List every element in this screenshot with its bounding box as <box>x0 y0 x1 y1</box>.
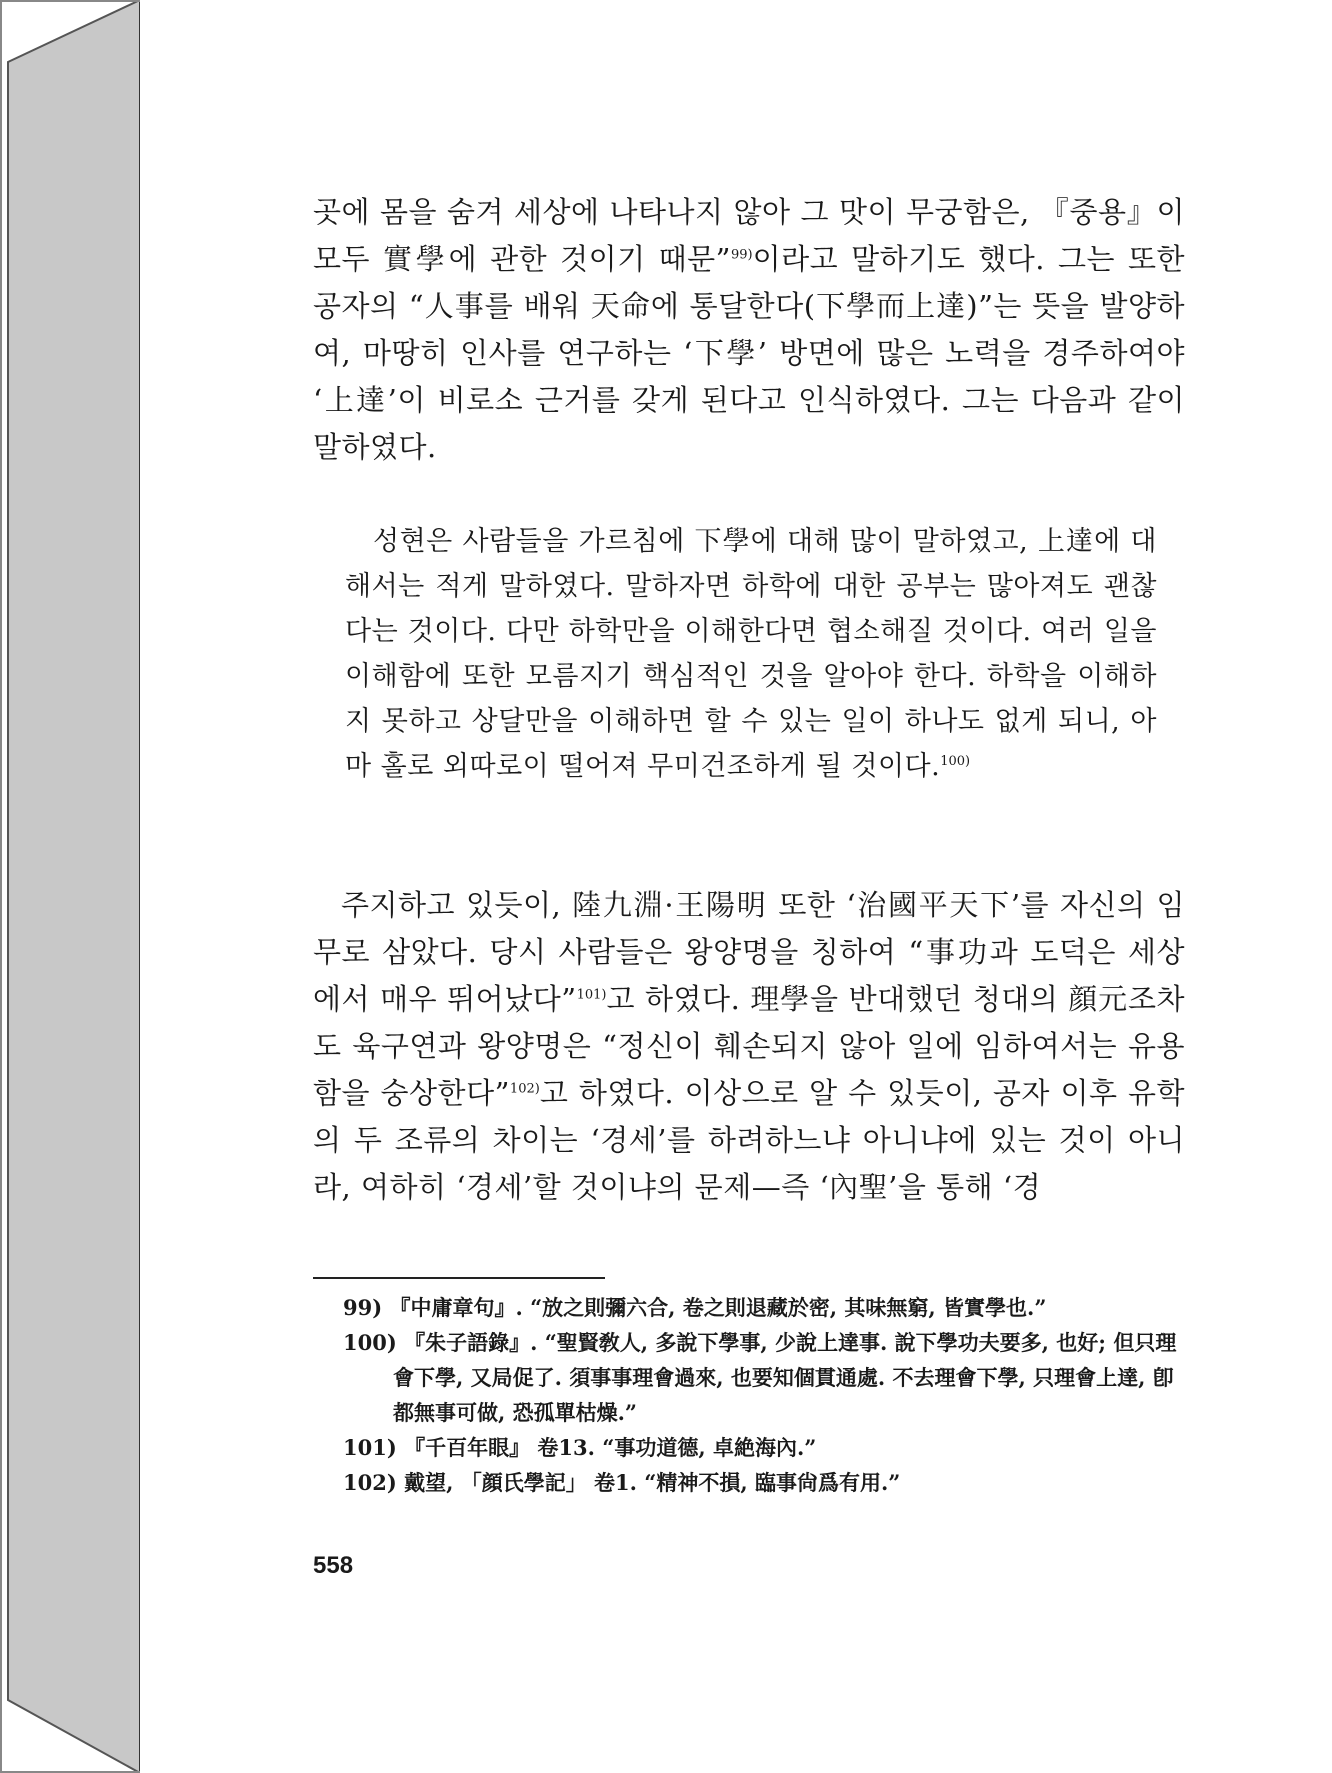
block-quote <box>345 519 1157 789</box>
page-number: 558 <box>313 1552 354 1579</box>
body-paragraph-1 <box>313 189 1185 471</box>
footnotes <box>343 1290 1188 1500</box>
body-paragraph-2 <box>313 882 1185 1211</box>
footnote-ref-102[interactable]: 102) <box>509 1081 540 1097</box>
paragraph-text: 곳에 몸을 숨겨 세상에 나타나지 않아 그 맛이 무궁함은, 『중용』이 모두 實學에 관한 것이기 때문” <box>313 195 1185 276</box>
footnote-101: 101) 『千百年眼』 卷13. “事功道德, 卓絶海內.” <box>343 1435 817 1460</box>
footnote-ref-99[interactable]: 99) <box>731 247 753 263</box>
footnote-99: 99) 『中庸章句』. “放之則彌六合, 卷之則退藏於密, 其味無窮, 皆實學也.” <box>343 1295 1047 1320</box>
paragraph-text: 이라고 말하기도 했다. 그는 또한 공자의 “人事를 배워 天命에 통달한다(下學而上達)”는 뜻을 발양하여, 마땅히 인사를 연구하는 ‘下學’ 방면에 많은 노력을 경주하여야 ‘上達’이 비로소 근거를 갖게 된다고 인식하였다. 그는 다음과 같이 말하였다. <box>313 242 1185 464</box>
paragraph-text: 고 하였다. 이상으로 알 수 있듯이, 공자 이후 유학의 두 조류의 차이는 ‘경세’를 하려하느냐 아니냐에 있는 것이 아니라, 여하히 ‘경세’할 것이냐의 문제—즉 ‘內聖’을 통해 ‘경 <box>313 1076 1185 1204</box>
footnote-divider <box>313 1277 605 1279</box>
footnote-102: 102) 戴望, 「顔氏學記」 卷1. “精神不損, 臨事尙爲有用.” <box>343 1470 901 1495</box>
quote-text: 성현은 사람들을 가르침에 下學에 대해 많이 말하였고, 上達에 대해서는 적게 말하였다. 말하자면 하학에 대한 공부는 많아져도 괜찮다는 것이다. 다만 하학만을 이해한다면 협소해질 것이다. 여러 일을 이해함에 또한 모름지기 핵심적인 것을 알아야 한다. 하학을 이해하지 못하고 상달만을 이해하면 할 수 있는 일이 하나도 없게 되니, 아마 홀로 외따로이 떨어져 무미건조하게 될 것이다. <box>345 526 1157 782</box>
footnote-ref-100[interactable]: 100) <box>940 754 971 769</box>
footnote-ref-101[interactable]: 101) <box>576 987 607 1003</box>
footnote-100: 100) 『朱子語錄』. “聖賢敎人, 多說下學事, 少說上達事. 說下學功夫要多, 也好; 但只理會下學, 又局促了. 須事事理會過來, 也要知個貫通處. 不去理會下學, 只理會上達, 卽都無事可做, 恐孤單枯燥.” <box>343 1330 1177 1425</box>
paragraph-text: 고 하였다. 理學을 반대했던 청대의 顔元조차도 육구연과 왕양명은 “정신이 훼손되지 않아 일에 임하여서는 유용함을 숭상한다” <box>313 982 1186 1110</box>
paragraph-text: 주지하고 있듯이, 陸九淵·王陽明 또한 ‘治國平天下’를 자신의 임무로 삼았다. 당시 사람들은 왕양명을 칭하여 “事功과 도덕은 세상에서 매우 뛰어났다” <box>313 888 1185 1016</box>
